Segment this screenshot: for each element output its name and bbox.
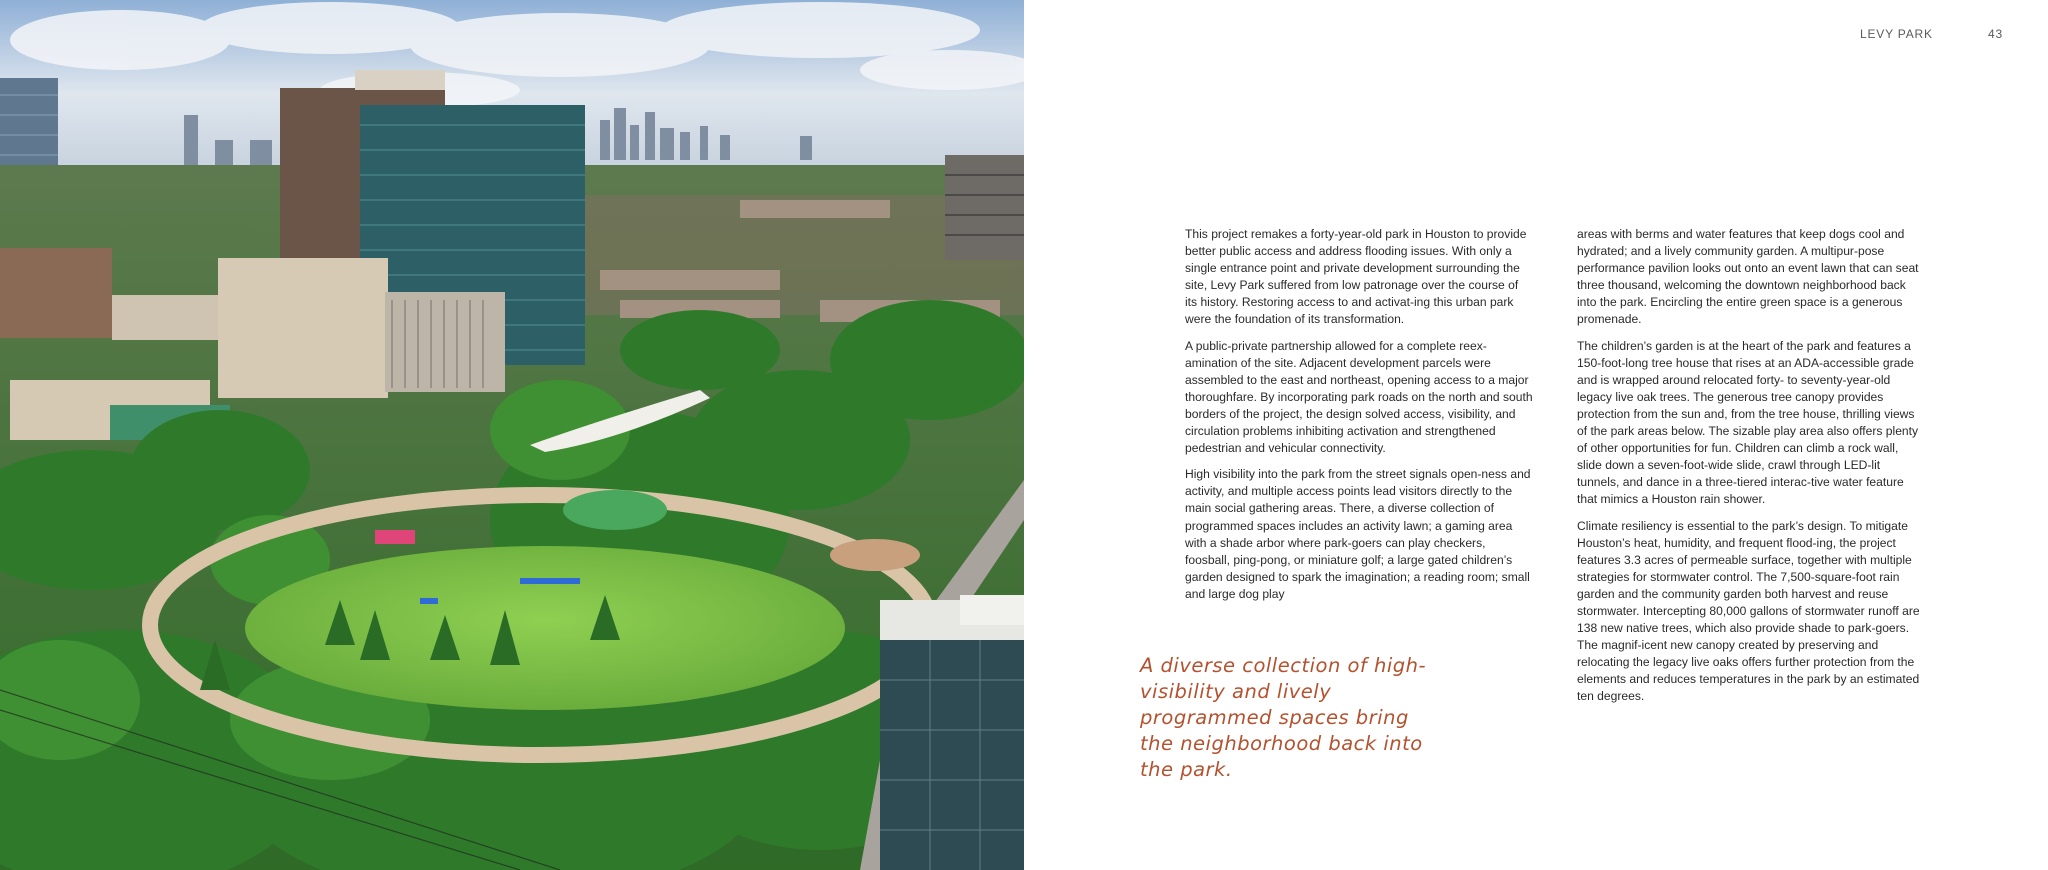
page-number: 43 bbox=[1988, 27, 2003, 41]
paragraph: The children’s garden is at the heart of the park and features a 150-foot-long tree house that rises at an ADA-accessible grade and is wrapped around relocated forty- to seventy-year-old legacy live oak trees. The generous tree canopy provides protection from the sun and, from the tree house, thrilling views of the park areas below. The sizable play area also offers plenty of other opportunities for fun. Children can climb a rock wall, slide down a seven-foot-wide slide, crawl through LED-lit tunnels, and dance in a three-tiered interac-tive water feature that mimics a Houston rain shower. bbox=[1577, 338, 1919, 507]
paragraph: This project remakes a forty-year-old park in Houston to provide better public access and address flooding issues. With only a single entrance point and private development surrounding the site, Levy Park suffered from low patronage over the course of its history. Restoring access to and activat-ing this urban park were the foundation of its transformation. bbox=[1185, 227, 1527, 327]
pull-quote: A diverse collection of high-visibility and lively programmed spaces bring the neighborhood back into the park. bbox=[1140, 654, 1427, 781]
paragraph: High visibility into the park from the street signals open-ness and activity, and multiple access points lead visitors directly to the main social gathering areas. There, a diverse collection of programmed spaces includes an activity lawn; a gaming area with a shade arbor where park-goers can play checkers, foosball, ping-pong, or miniature golf; a large gated children’s garden designed to spark the imagination; a reading room; small and large dog play bbox=[1185, 467, 1531, 601]
paragraph: areas with berms and water features that keep dogs cool and hydrated; and a lively community garden. A multipur-pose performance pavilion looks out onto an event lawn that can seat three thousand, welcoming the downtown neighborhood back into the park. Encircling the entire green space is a generous promenade. bbox=[1577, 227, 1919, 327]
paragraph: A public-private partnership allowed for a complete reex-amination of the site. Adjacent development parcels were assembled to the east and northeast, opening access to a major thoroughfare. By incorporating park roads on the north and south borders of the project, the design solved access, visibility, and circulation problems inhibiting activation and strengthened pedestrian and vehicular connectivity. bbox=[1185, 338, 1533, 456]
body-column-left bbox=[1185, 226, 1533, 612]
body-column-right bbox=[1577, 226, 1925, 715]
section-title: LEVY PARK bbox=[1860, 27, 1933, 41]
paragraph: Climate resiliency is essential to the park’s design. To mitigate Houston’s heat, humidity, and frequent flood-ing, the project features 3.3 acres of permeable surface, together with multiple strategies for stormwater control. The 7,500-square-foot rain garden and the community garden both harvest and reuse stormwater. Intercepting 80,000 gallons of stormwater runoff are 138 new native trees, which also provide shade to park-goers. The magnif-icent new canopy created by preserving and relocating the legacy live oaks offers further protection from the elements and reduces temperatures in the park by an estimated ten degrees. bbox=[1577, 518, 1920, 704]
